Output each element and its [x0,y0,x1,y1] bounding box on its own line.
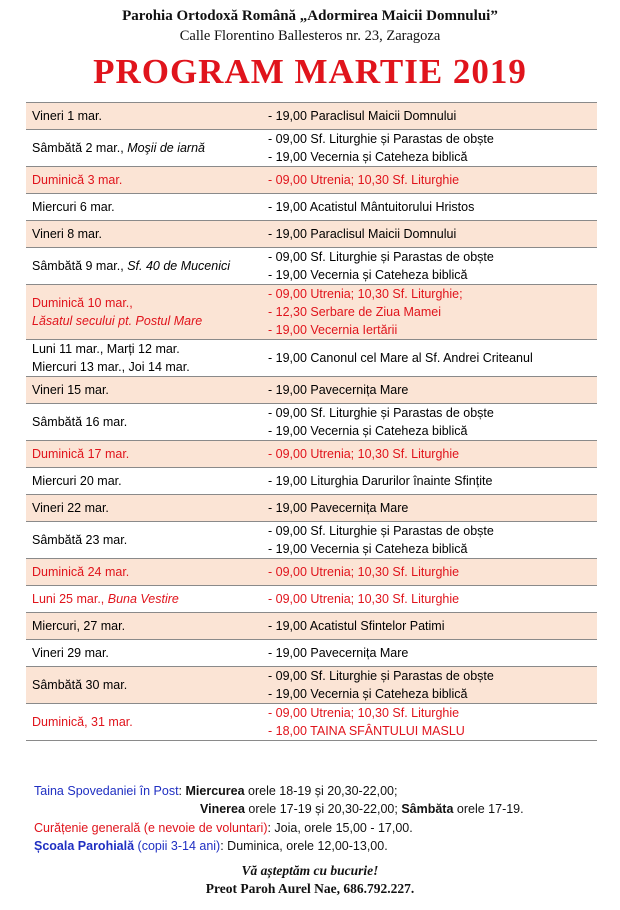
day-label: Vineri 22 mar. [32,501,109,515]
day-label: Vineri 8 mar. [32,227,102,241]
service-cell [262,441,597,468]
service-cell [262,613,597,640]
confession-line [34,784,397,798]
table-row [26,522,597,559]
service-cell [262,377,597,404]
day-label: Luni 25 mar., [32,592,108,606]
signature: Preot Paroh Aurel Nae, 686.792.227. [205,881,415,896]
table-row [26,221,597,248]
service-line: - 19,00 Vecernia și Cateheza biblică [268,150,468,164]
invite-text: Vă așteptăm cu bucurie! [241,863,379,878]
table-row [26,377,597,404]
service-line: - 19,00 Paraclisul Maicii Domnului [268,109,457,123]
day-label: Sâmbătă 30 mar. [32,678,128,692]
table-row [26,103,597,130]
service-line: - 19,00 Acatistul Sfintelor Patimi [268,619,445,633]
day-cell [26,221,262,248]
fri-label: Vinerea [200,802,245,816]
day-label: Duminică 24 mar. [32,565,130,579]
day-cell [26,613,262,640]
service-cell [262,704,597,741]
service-line: - 09,00 Sf. Liturghie și Parastas de obște [268,406,494,420]
day-cell [26,667,262,704]
fri-hours: orele 17-19 și 20,30-22,00; [244,802,402,816]
service-line: - 09,00 Sf. Liturghie și Parastas de obște [268,132,494,146]
colon: : [178,784,186,798]
table-row [26,167,597,194]
service-line: - 09,00 Utrenia; 10,30 Sf. Liturghie [268,447,460,461]
service-cell [262,103,597,130]
service-line: - 09,00 Sf. Liturghie și Parastas de obște [268,524,494,538]
table-row [26,340,597,377]
day-cell [26,285,262,340]
service-line: - 19,00 Pavecernița Mare [268,501,409,515]
day-cell [26,441,262,468]
service-line: - 19,00 Vecernia și Cateheza biblică [268,542,468,556]
closing [0,862,620,898]
day-label: Duminică 3 mar. [32,173,123,187]
service-cell [262,285,597,340]
confession-line-2 [200,802,524,816]
day-cell [26,340,262,377]
day-cell [26,404,262,441]
table-row [26,248,597,285]
sat-label: Sâmbăta [401,802,454,816]
table-row [26,404,597,441]
feast-label: Lăsatul secului pt. Postul Mare [32,314,203,328]
day-label: Duminică 17 mar. [32,447,130,461]
service-line: - 12,30 Serbare de Ziua Mamei [268,305,442,319]
day-cell [26,167,262,194]
feast-label: Sf. 40 de Mucenici [127,259,231,273]
day-label: Sâmbătă 2 mar., [32,141,128,155]
wed-hours: orele 18-19 și 20,30-22,00; [244,784,398,798]
day-cell [26,586,262,613]
day-label: Sâmbătă 9 mar., [32,259,128,273]
day-label: Miercuri 6 mar. [32,200,115,214]
service-line: - 09,00 Utrenia; 10,30 Sf. Liturghie [268,706,460,720]
table-row [26,704,597,741]
parish-name: Parohia Ortodoxă Română „Adormirea Maicii Domnului” [122,8,498,24]
service-line: - 09,00 Utrenia; 10,30 Sf. Liturghie [268,565,460,579]
service-line: - 09,00 Sf. Liturghie și Parastas de obște [268,250,494,264]
day-cell [26,103,262,130]
service-cell [262,130,597,167]
table-row [26,559,597,586]
service-line: - 19,00 Canonul cel Mare al Sf. Andrei Criteanul [268,351,533,365]
service-line: - 09,00 Utrenia; 10,30 Sf. Liturghie [268,592,460,606]
wed-label: Miercurea [185,784,245,798]
table-row [26,586,597,613]
table-row [26,495,597,522]
cleaning-label: Curățenie generală [34,821,141,835]
day-label: Vineri 29 mar. [32,646,109,660]
service-cell [262,340,597,377]
day-cell [26,130,262,167]
parish-address: Calle Florentino Ballesteros nr. 23, Zaragoza [179,28,441,44]
day-cell [26,495,262,522]
service-cell [262,522,597,559]
school-line [34,839,388,853]
day-label: Luni 11 mar., Marți 12 mar. [32,342,180,356]
day-cell [26,704,262,741]
school-note: (copii 3-14 ani) [134,839,221,853]
service-line: - 18,00 TAINA SFÂNTULUI MASLU [268,724,465,738]
service-line: - 19,00 Acatistul Mântuitorului Hristos [268,200,475,214]
service-line: - 19,00 Vecernia și Cateheza biblică [268,424,468,438]
service-line: - 09,00 Utrenia; 10,30 Sf. Liturghie [268,173,460,187]
service-cell [262,468,597,495]
page-title: PROGRAM MARTIE 2019 [93,52,527,91]
table-row [26,130,597,167]
table-row [26,441,597,468]
feast-label: Moşii de iarnă [127,141,206,155]
service-line: - 09,00 Sf. Liturghie și Parastas de obște [268,669,494,683]
day-cell [26,640,262,667]
service-line: - 19,00 Vecernia și Cateheza biblică [268,687,468,701]
service-line: - 19,00 Vecernia Iertării [268,323,398,337]
table-row [26,640,597,667]
service-cell [262,495,597,522]
service-cell [262,221,597,248]
table-row [26,613,597,640]
day-label: Vineri 15 mar. [32,383,109,397]
table-row [26,285,597,340]
service-cell [262,404,597,441]
service-line: - 19,00 Liturghia Darurilor înainte Sfințite [268,474,493,488]
schedule-table [26,102,597,741]
table-row [26,667,597,704]
service-cell [262,667,597,704]
service-cell [262,586,597,613]
day-cell [26,559,262,586]
sat-hours: orele 17-19. [453,802,524,816]
day-cell [26,194,262,221]
cleaning-line [34,821,413,835]
service-line: - 19,00 Vecernia și Cateheza biblică [268,268,468,282]
service-cell [262,640,597,667]
table-row [26,468,597,495]
feast-label: Buna Vestire [107,592,179,606]
service-line: - 19,00 Pavecernița Mare [268,383,409,397]
day-label: Miercuri, 27 mar. [32,619,126,633]
day-label: Duminică 10 mar., [32,296,133,310]
day-cell [26,522,262,559]
service-cell [262,559,597,586]
day-label: Vineri 1 mar. [32,109,102,123]
day-cell [26,248,262,285]
service-line: - 09,00 Utrenia; 10,30 Sf. Liturghie; [268,287,463,301]
day-cell [26,377,262,404]
service-cell [262,167,597,194]
school-hours: : Duminica, orele 12,00-13,00. [220,839,388,853]
day-label: Sâmbătă 16 mar. [32,415,128,429]
cleaning-note: (e nevoie de voluntari) [140,821,268,835]
cleaning-hours: : Joia, orele 15,00 - 17,00. [267,821,413,835]
day-label: Miercuri 20 mar. [32,474,122,488]
service-line: - 19,00 Pavecernița Mare [268,646,409,660]
service-line: - 19,00 Paraclisul Maicii Domnului [268,227,457,241]
service-cell [262,248,597,285]
service-cell [262,194,597,221]
school-label: Școala Parohială [34,839,135,853]
day-label: Duminică, 31 mar. [32,715,133,729]
day-label: Sâmbătă 23 mar. [32,533,128,547]
day-label: Miercuri 13 mar., Joi 14 mar. [32,360,190,374]
confession-label: Taina Spovedaniei în Post [34,784,179,798]
day-cell [26,468,262,495]
table-row [26,194,597,221]
